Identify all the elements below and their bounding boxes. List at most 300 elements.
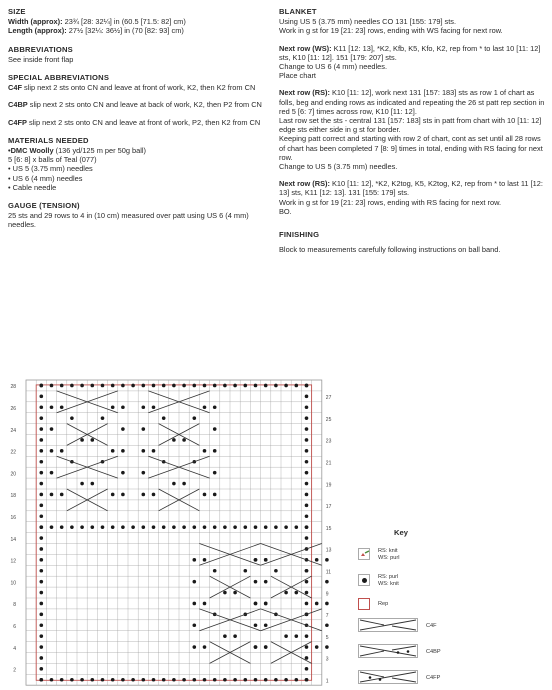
row-number-right: 3 <box>325 656 329 663</box>
purl-dot <box>40 427 44 431</box>
materials-heading: MATERIALS NEEDED <box>8 135 89 145</box>
purl-dot <box>70 384 74 388</box>
purl-dot <box>162 416 166 420</box>
purl-dot <box>172 525 176 529</box>
row-number-left: 8 <box>13 602 16 609</box>
purl-dot <box>172 438 176 442</box>
purl-dot <box>40 558 44 562</box>
purl-dot <box>254 645 258 649</box>
purl-dot <box>254 558 258 562</box>
purl-dot <box>305 645 309 649</box>
purl-dot <box>40 460 44 464</box>
row-number-left: 24 <box>10 427 16 434</box>
row-label: Next row (RS): <box>279 88 330 98</box>
row-label: Next row (WS): <box>279 43 332 53</box>
purl-dot <box>40 471 44 475</box>
purl-dot-icon <box>358 574 370 586</box>
purl-dot <box>70 525 74 529</box>
row-number-left: 28 <box>10 384 16 391</box>
row-number-left: 20 <box>10 471 16 478</box>
purl-dot <box>101 678 105 682</box>
row-number-right: 21 <box>325 460 332 467</box>
purl-dot <box>193 602 197 606</box>
finishing-text: Block to measurements carefully following instructions on ball band. <box>279 245 501 255</box>
purl-dot <box>213 449 217 453</box>
length-line <box>8 26 263 35</box>
purl-dot <box>40 493 44 497</box>
purl-dot <box>40 416 44 420</box>
purl-dot <box>264 580 268 584</box>
purl-dot <box>264 678 268 682</box>
abbreviations-text: See inside front flap <box>8 54 74 64</box>
purl-dot <box>203 602 207 606</box>
abbr-def: slip next 2 sts onto CN and leave at front of work, K2, then K2 from CN <box>21 83 256 93</box>
row-number-left: 16 <box>10 514 16 521</box>
row-number-right: 1 <box>325 678 329 685</box>
row-text: K10 [11: 12], *K2, K2tog, K5, K2tog, K2, rep from * to last 11 [12: 13] sts, K11 [12: 13]. 131 [155: 179] sts. <box>279 179 543 198</box>
purl-dot <box>305 449 309 453</box>
purl-dot <box>60 449 64 453</box>
purl-dot <box>40 645 44 649</box>
purl-dot <box>315 558 319 562</box>
purl-dot <box>264 525 268 529</box>
purl-dot <box>264 602 268 606</box>
row-number-right: 13 <box>325 547 332 554</box>
purl-dot <box>213 569 217 573</box>
place-chart: Place chart <box>279 71 316 81</box>
purl-dot <box>121 449 125 453</box>
abbr-def: slip next 2 sts onto CN and leave at back of work, K2, then P2 from CN <box>27 100 262 110</box>
purl-dot <box>91 525 95 529</box>
purl-dot <box>182 384 186 388</box>
gauge-text: 25 sts and 29 rows to 4 in (10 cm) measured over patt using US 6 (4 mm) needles. <box>8 211 249 230</box>
row-number-left: 22 <box>10 449 16 456</box>
purl-dot <box>193 678 197 682</box>
purl-dot <box>213 525 217 529</box>
purl-dot <box>182 525 186 529</box>
purl-dot <box>315 602 319 606</box>
purl-dot <box>40 438 44 442</box>
purl-dot <box>142 471 146 475</box>
purl-dot <box>142 449 146 453</box>
purl-label: RS: purl WS: knit <box>378 574 399 587</box>
purl-dot <box>254 384 258 388</box>
rep-box-icon <box>358 598 370 610</box>
purl-dot <box>101 416 105 420</box>
purl-dot <box>295 678 299 682</box>
purl-dot <box>40 384 44 388</box>
purl-dot <box>152 525 156 529</box>
purl-dot <box>264 558 268 562</box>
purl-dot <box>40 678 44 682</box>
purl-dot <box>80 482 84 486</box>
purl-dot <box>295 634 299 638</box>
row-number-right: 7 <box>325 613 329 620</box>
purl-dot <box>305 482 309 486</box>
purl-dot <box>305 493 309 497</box>
yarn-detail: (136 yd/125 m per 50g ball) <box>53 146 146 156</box>
purl-dot <box>80 438 84 442</box>
purl-dot <box>40 405 44 409</box>
purl-dot <box>121 384 125 388</box>
purl-dot <box>203 645 207 649</box>
purl-dot <box>213 493 217 497</box>
purl-dot <box>60 405 64 409</box>
purl-dot <box>325 623 329 627</box>
purl-dot <box>264 645 268 649</box>
c4bp-label: C4BP <box>426 649 441 655</box>
abbr-c4fp <box>8 118 263 127</box>
purl-dot <box>305 471 309 475</box>
width-label: Width (approx): <box>8 17 63 27</box>
purl-dot <box>70 678 74 682</box>
purl-dot <box>254 580 258 584</box>
purl-dot <box>40 613 44 617</box>
gauge-section <box>8 201 263 230</box>
purl-dot <box>91 482 95 486</box>
purl-dot <box>142 678 146 682</box>
blanket-section <box>279 7 545 216</box>
purl-dot <box>91 678 95 682</box>
purl-dot <box>142 493 146 497</box>
purl-dot <box>244 678 248 682</box>
purl-dot <box>172 482 176 486</box>
purl-dot <box>223 384 227 388</box>
row-text: K10 [11: 12], work next 131 [157: 183] sts as row 1 of chart as folls, beg and ending rows as indicated and repeating the 26 st patt rep section in red 5 [6: 7] times across row, K10 [11: 12]. <box>279 88 545 116</box>
purl-dot <box>274 569 278 573</box>
purl-dot <box>60 525 64 529</box>
purl-dot <box>50 405 54 409</box>
purl-dot <box>121 525 125 529</box>
abbr-term: C4F <box>8 83 22 93</box>
abbr-term: C4FP <box>8 117 27 127</box>
purl-dot <box>101 384 105 388</box>
length-label: Length (approx): <box>8 26 67 36</box>
purl-dot <box>182 678 186 682</box>
purl-dot <box>152 449 156 453</box>
purl-dot <box>40 449 44 453</box>
purl-dot <box>305 602 309 606</box>
purl-dot <box>244 525 248 529</box>
purl-dot <box>40 602 44 606</box>
purl-dot <box>80 384 84 388</box>
key-c4f <box>358 618 437 632</box>
purl-dot <box>40 591 44 595</box>
yarn-line <box>8 146 263 155</box>
purl-dot <box>50 493 54 497</box>
purl-dot <box>40 656 44 660</box>
purl-dot <box>233 678 237 682</box>
rep-label: Rep <box>378 601 389 607</box>
c4fp-cable-icon <box>358 670 418 684</box>
purl-dot <box>244 384 248 388</box>
purl-dot <box>305 460 309 464</box>
purl-dot <box>60 384 64 388</box>
purl-dot <box>172 384 176 388</box>
purl-dot <box>305 667 309 671</box>
purl-dot <box>40 569 44 573</box>
change-needles-2: Change to US 5 (3.75 mm) needles. <box>279 162 398 172</box>
purl-dot <box>305 656 309 660</box>
purl-dot <box>203 449 207 453</box>
purl-dot <box>121 678 125 682</box>
purl-dot <box>254 602 258 606</box>
special-abbreviations-section <box>8 73 263 127</box>
purl-dot <box>50 449 54 453</box>
purl-dot <box>305 416 309 420</box>
purl-dot <box>40 514 44 518</box>
purl-dot <box>305 384 309 388</box>
purl-dot <box>193 525 197 529</box>
purl-dot <box>325 602 329 606</box>
purl-dot <box>305 438 309 442</box>
special-heading: SPECIAL ABBREVIATIONS <box>8 73 110 83</box>
size-section <box>8 7 263 36</box>
abbr-term: C4BP <box>8 100 28 110</box>
purl-dot <box>274 678 278 682</box>
width-value: 23¾ [28: 32¼] in (60.5 [71.5: 82] cm) <box>64 17 186 27</box>
purl-dot <box>40 536 44 540</box>
purl-dot <box>203 384 207 388</box>
blanket-p1: Using US 5 (3.75 mm) needles CO 131 [155: 179] sts. <box>279 17 457 27</box>
purl-dot <box>305 591 309 595</box>
key-purl <box>358 574 399 587</box>
purl-dot <box>305 514 309 518</box>
purl-dot <box>305 536 309 540</box>
purl-dot <box>325 645 329 649</box>
materials-section <box>8 136 263 192</box>
width-line <box>8 17 263 26</box>
purl-dot <box>162 678 166 682</box>
purl-dot <box>80 525 84 529</box>
row-number-left: 12 <box>10 558 16 565</box>
abbr-def: slip next 2 sts onto CN and leave at front of work, P2, then K2 from CN <box>26 117 261 127</box>
c4f-cable-icon <box>358 618 418 632</box>
change-needles-1: Change to US 6 (4 mm) needles. <box>279 62 388 72</box>
abbr-c4f <box>8 83 263 92</box>
purl-dot <box>111 449 115 453</box>
key-rep <box>358 598 388 610</box>
purl-dot <box>295 525 299 529</box>
finishing-section <box>279 230 545 254</box>
purl-dot <box>152 493 156 497</box>
keeping-text: Keeping patt correct and starting with row 2 of chart, cont as set until all 28 rows of chart has been completed 7 [8: 9] times in total, ending with RS facing for next row. <box>279 134 543 162</box>
row-number-left: 10 <box>10 580 16 587</box>
purl-dot <box>152 678 156 682</box>
purl-dot <box>233 634 237 638</box>
purl-dot <box>284 634 288 638</box>
purl-dot <box>40 395 44 399</box>
purl-dot <box>50 678 54 682</box>
row-number-right: 11 <box>325 569 332 576</box>
purl-dot <box>50 525 54 529</box>
row-number-left: 6 <box>13 623 16 630</box>
purl-dot <box>305 504 309 508</box>
c4bp-cable-icon <box>358 644 418 658</box>
blanket-p2: Work in g st for 19 [21: 23] rows, ending with WS facing for next row. <box>279 26 503 36</box>
abbr-c4bp <box>8 100 263 109</box>
purl-dot <box>40 547 44 551</box>
purl-dot <box>213 678 217 682</box>
purl-dot <box>284 678 288 682</box>
row-number-left: 14 <box>10 536 16 543</box>
purl-dot <box>60 678 64 682</box>
purl-dot <box>111 384 115 388</box>
next-row-rs-2 <box>279 179 545 197</box>
purl-dot <box>305 395 309 399</box>
balls-line: 5 [6: 8] x balls of Teal (077) <box>8 155 97 165</box>
purl-dot <box>121 471 125 475</box>
purl-dot <box>152 405 156 409</box>
blanket-heading: BLANKET <box>279 7 317 16</box>
row-number-right: 23 <box>325 438 332 445</box>
purl-dot <box>142 525 146 529</box>
purl-dot <box>274 384 278 388</box>
purl-dot <box>295 384 299 388</box>
row-number-right: 9 <box>325 591 329 598</box>
purl-dot <box>40 634 44 638</box>
purl-dot <box>121 427 125 431</box>
purl-dot <box>295 591 299 595</box>
purl-dot <box>223 525 227 529</box>
purl-dot <box>193 580 197 584</box>
material-item: • US 5 (3.75 mm) needles <box>8 164 263 173</box>
purl-dot <box>162 525 166 529</box>
purl-dot <box>213 384 217 388</box>
size-heading: SIZE <box>8 7 26 16</box>
last-row-text: Last row set the sts - central 131 [157: 183] sts in patt from chart with 10 [11: 12] edge sts either side in g st for border. <box>279 116 542 135</box>
finishing-heading: FINISHING <box>279 230 320 240</box>
purl-dot <box>284 525 288 529</box>
purl-dot <box>193 416 197 420</box>
purl-dot <box>284 591 288 595</box>
row-number-right: 27 <box>325 395 332 402</box>
row-number-right: 19 <box>325 482 332 489</box>
key-title: Key <box>394 528 408 537</box>
purl-dot <box>305 427 309 431</box>
bind-off: BO. <box>279 206 292 216</box>
knit-symbol-icon <box>358 548 370 560</box>
purl-dot <box>193 384 197 388</box>
purl-dot <box>182 438 186 442</box>
next-row-rs <box>279 88 545 116</box>
purl-dot <box>60 493 64 497</box>
purl-dot <box>305 525 309 529</box>
purl-dot <box>121 405 125 409</box>
purl-dot <box>254 678 258 682</box>
key-c4fp <box>358 670 440 684</box>
purl-dot <box>193 558 197 562</box>
work-g-st: Work in g st for 19 [21: 23] rows, ending with RS facing for next row. <box>279 197 502 207</box>
purl-dot <box>172 678 176 682</box>
purl-dot <box>213 471 217 475</box>
purl-dot <box>315 645 319 649</box>
purl-dot <box>264 384 268 388</box>
length-value: 27½ [32¼: 36½] in (70 [82: 93] cm) <box>68 26 184 36</box>
row-number-right: 15 <box>325 525 332 532</box>
purl-dot <box>264 623 268 627</box>
c4f-label: C4F <box>426 623 437 629</box>
next-row-ws <box>279 44 545 62</box>
row-text: K11 [12: 13], *K2, Kfb, K5, Kfo, K2, rep from * to last 10 [11: 12] sts, K10 [11: 12]. 151 [179: 207] sts. <box>279 43 541 62</box>
abbreviations-section <box>8 45 263 64</box>
purl-dot <box>101 525 105 529</box>
purl-dot <box>305 569 309 573</box>
purl-dot <box>50 471 54 475</box>
purl-dot <box>213 405 217 409</box>
purl-dot <box>91 384 95 388</box>
purl-dot <box>40 525 44 529</box>
purl-dot <box>284 384 288 388</box>
purl-dot <box>233 591 237 595</box>
purl-dot <box>274 525 278 529</box>
purl-dot <box>305 678 309 682</box>
purl-dot <box>203 558 207 562</box>
row-label: Next row (RS): <box>279 179 330 189</box>
purl-dot <box>254 525 258 529</box>
purl-dot <box>254 623 258 627</box>
purl-dot <box>40 504 44 508</box>
purl-dot <box>91 438 95 442</box>
material-item: • Cable needle <box>8 183 263 192</box>
purl-dot <box>131 384 135 388</box>
gauge-heading: GAUGE (TENSION) <box>8 201 80 211</box>
knit-label: RS: knit WS: purl <box>378 548 400 561</box>
purl-dot <box>213 427 217 431</box>
purl-dot <box>223 678 227 682</box>
purl-dot <box>233 384 237 388</box>
purl-dot <box>111 525 115 529</box>
purl-dot <box>203 405 207 409</box>
purl-dot <box>50 427 54 431</box>
purl-dot <box>203 493 207 497</box>
abbreviations-heading: ABBREVIATIONS <box>8 44 73 54</box>
purl-dot <box>40 667 44 671</box>
purl-dot <box>223 634 227 638</box>
purl-dot <box>244 569 248 573</box>
purl-dot <box>111 678 115 682</box>
row-number-right: 17 <box>325 504 332 511</box>
purl-dot <box>131 525 135 529</box>
row-number-left: 18 <box>10 493 16 500</box>
purl-dot <box>111 405 115 409</box>
c4fp-label: C4FP <box>426 675 441 681</box>
purl-dot <box>193 623 197 627</box>
purl-dot <box>142 384 146 388</box>
purl-dot <box>305 405 309 409</box>
purl-dot <box>40 580 44 584</box>
purl-dot <box>40 482 44 486</box>
purl-dot <box>40 623 44 627</box>
chart-grid <box>6 374 346 688</box>
purl-dot <box>233 525 237 529</box>
purl-dot <box>152 384 156 388</box>
purl-dot <box>142 405 146 409</box>
purl-dot <box>131 678 135 682</box>
row-number-left: 2 <box>13 667 16 674</box>
purl-dot <box>70 416 74 420</box>
purl-dot <box>111 493 115 497</box>
purl-dot <box>223 591 227 595</box>
key-knit <box>358 548 399 561</box>
purl-dot <box>325 580 329 584</box>
row-number-right: 25 <box>325 416 332 423</box>
purl-dot <box>121 493 125 497</box>
purl-dot <box>182 482 186 486</box>
yarn-name: •DMC Woolly <box>8 146 54 156</box>
knitting-chart <box>6 374 346 688</box>
purl-dot <box>203 678 207 682</box>
